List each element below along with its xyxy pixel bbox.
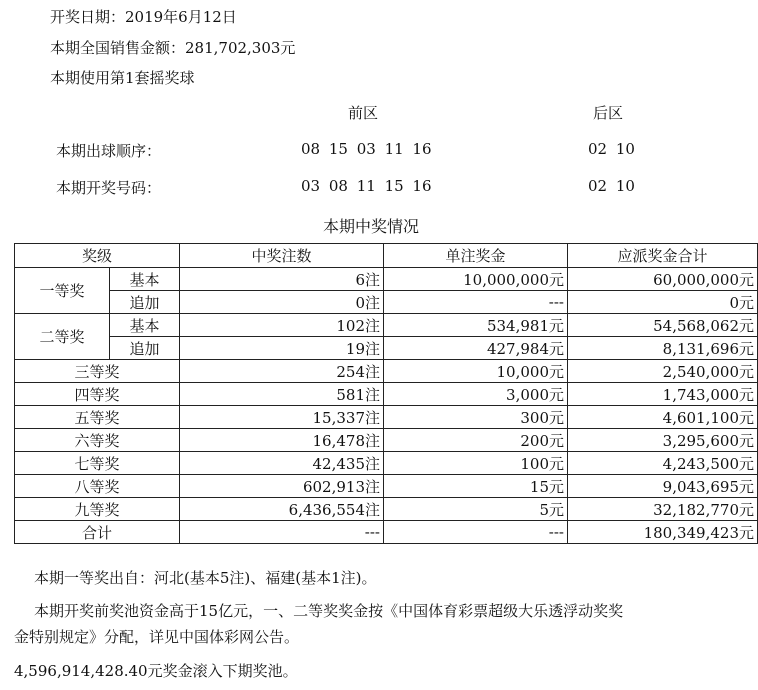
unit-prize: 5元	[384, 498, 568, 521]
ball-set: 本期使用第1套摇奖球	[50, 69, 195, 87]
table-row	[15, 291, 758, 314]
unit-prize: 100元	[384, 452, 568, 475]
unit-prize: 534,981元	[384, 314, 568, 337]
sum-label: 合计	[15, 521, 180, 544]
prize-level: 二等奖	[15, 314, 110, 360]
col-header-prize: 单注奖金	[384, 244, 568, 268]
table-row	[15, 360, 758, 383]
col-header-count: 中奖注数	[180, 244, 384, 268]
total-prize: 8,131,696元	[568, 337, 758, 360]
draw-result-front: 03 08 11 15 16	[301, 177, 432, 195]
table-row	[15, 383, 758, 406]
table-row	[15, 452, 758, 475]
prize-type: 追加	[110, 337, 180, 360]
first-prize-origin: 本期一等奖出自：河北(基本5注)、福建(基本1注)。	[34, 569, 377, 587]
table-row	[15, 498, 758, 521]
table-header-row	[15, 244, 758, 268]
winner-count: 42,435注	[180, 452, 384, 475]
prize-type: 基本	[110, 314, 180, 337]
table-total-row	[15, 521, 758, 544]
total-prize: 4,243,500元	[568, 452, 758, 475]
winner-count: 16,478注	[180, 429, 384, 452]
col-header-total: 应派奖金合计	[568, 244, 758, 268]
pool-note-line2: 金特别规定》分配，详见中国体彩网公告。	[14, 628, 300, 646]
prize-type: 基本	[110, 268, 180, 291]
draw-order-front: 08 15 03 11 16	[301, 140, 432, 158]
table-row	[15, 268, 758, 291]
unit-prize: ---	[384, 291, 568, 314]
winner-count: 6,436,554注	[180, 498, 384, 521]
draw-order-back: 02 10	[588, 140, 635, 158]
prize-level: 八等奖	[15, 475, 180, 498]
prize-table	[14, 243, 758, 544]
total-prize: 4,601,100元	[568, 406, 758, 429]
table-row	[15, 406, 758, 429]
unit-prize: 3,000元	[384, 383, 568, 406]
pool-note-line1: 本期开奖前奖池资金高于15亿元，一、二等奖奖金按《中国体育彩票超级大乐透浮动奖奖	[34, 602, 624, 620]
prize-level: 七等奖	[15, 452, 180, 475]
unit-prize: 300元	[384, 406, 568, 429]
draw-date: 开奖日期：2019年6月12日	[50, 8, 237, 26]
total-prize: 32,182,770元	[568, 498, 758, 521]
col-header-level: 奖级	[15, 244, 180, 268]
prize-level: 四等奖	[15, 383, 180, 406]
winner-count: 254注	[180, 360, 384, 383]
unit-prize: 10,000元	[384, 360, 568, 383]
unit-prize: 200元	[384, 429, 568, 452]
table-row	[15, 337, 758, 360]
draw-result-back: 02 10	[588, 177, 635, 195]
total-prize: 9,043,695元	[568, 475, 758, 498]
unit-prize: 427,984元	[384, 337, 568, 360]
sum-prize: ---	[384, 521, 568, 544]
prize-level: 六等奖	[15, 429, 180, 452]
total-prize: 60,000,000元	[568, 268, 758, 291]
prize-level: 一等奖	[15, 268, 110, 314]
table-row	[15, 429, 758, 452]
winner-count: 19注	[180, 337, 384, 360]
prize-level: 九等奖	[15, 498, 180, 521]
table-title: 本期中奖情况	[323, 217, 420, 236]
sales-amount: 本期全国销售金额：281,702,303元	[50, 39, 296, 57]
back-zone-label: 后区	[593, 104, 624, 122]
winner-count: 15,337注	[180, 406, 384, 429]
total-prize: 3,295,600元	[568, 429, 758, 452]
winner-count: 581注	[180, 383, 384, 406]
table-row	[15, 314, 758, 337]
winner-count: 602,913注	[180, 475, 384, 498]
total-prize: 2,540,000元	[568, 360, 758, 383]
sum-total: 180,349,423元	[568, 521, 758, 544]
total-prize: 54,568,062元	[568, 314, 758, 337]
winner-count: 6注	[180, 268, 384, 291]
unit-prize: 15元	[384, 475, 568, 498]
total-prize: 0元	[568, 291, 758, 314]
draw-result-label: 本期开奖号码：	[56, 179, 162, 197]
prize-level: 三等奖	[15, 360, 180, 383]
winner-count: 0注	[180, 291, 384, 314]
front-zone-label: 前区	[348, 104, 379, 122]
draw-order-label: 本期出球顺序：	[56, 142, 162, 160]
unit-prize: 10,000,000元	[384, 268, 568, 291]
sum-count: ---	[180, 521, 384, 544]
winner-count: 102注	[180, 314, 384, 337]
table-row	[15, 475, 758, 498]
total-prize: 1,743,000元	[568, 383, 758, 406]
prize-level: 五等奖	[15, 406, 180, 429]
rollover-note: 4,596,914,428.40元奖金滚入下期奖池。	[14, 662, 298, 680]
prize-type: 追加	[110, 291, 180, 314]
